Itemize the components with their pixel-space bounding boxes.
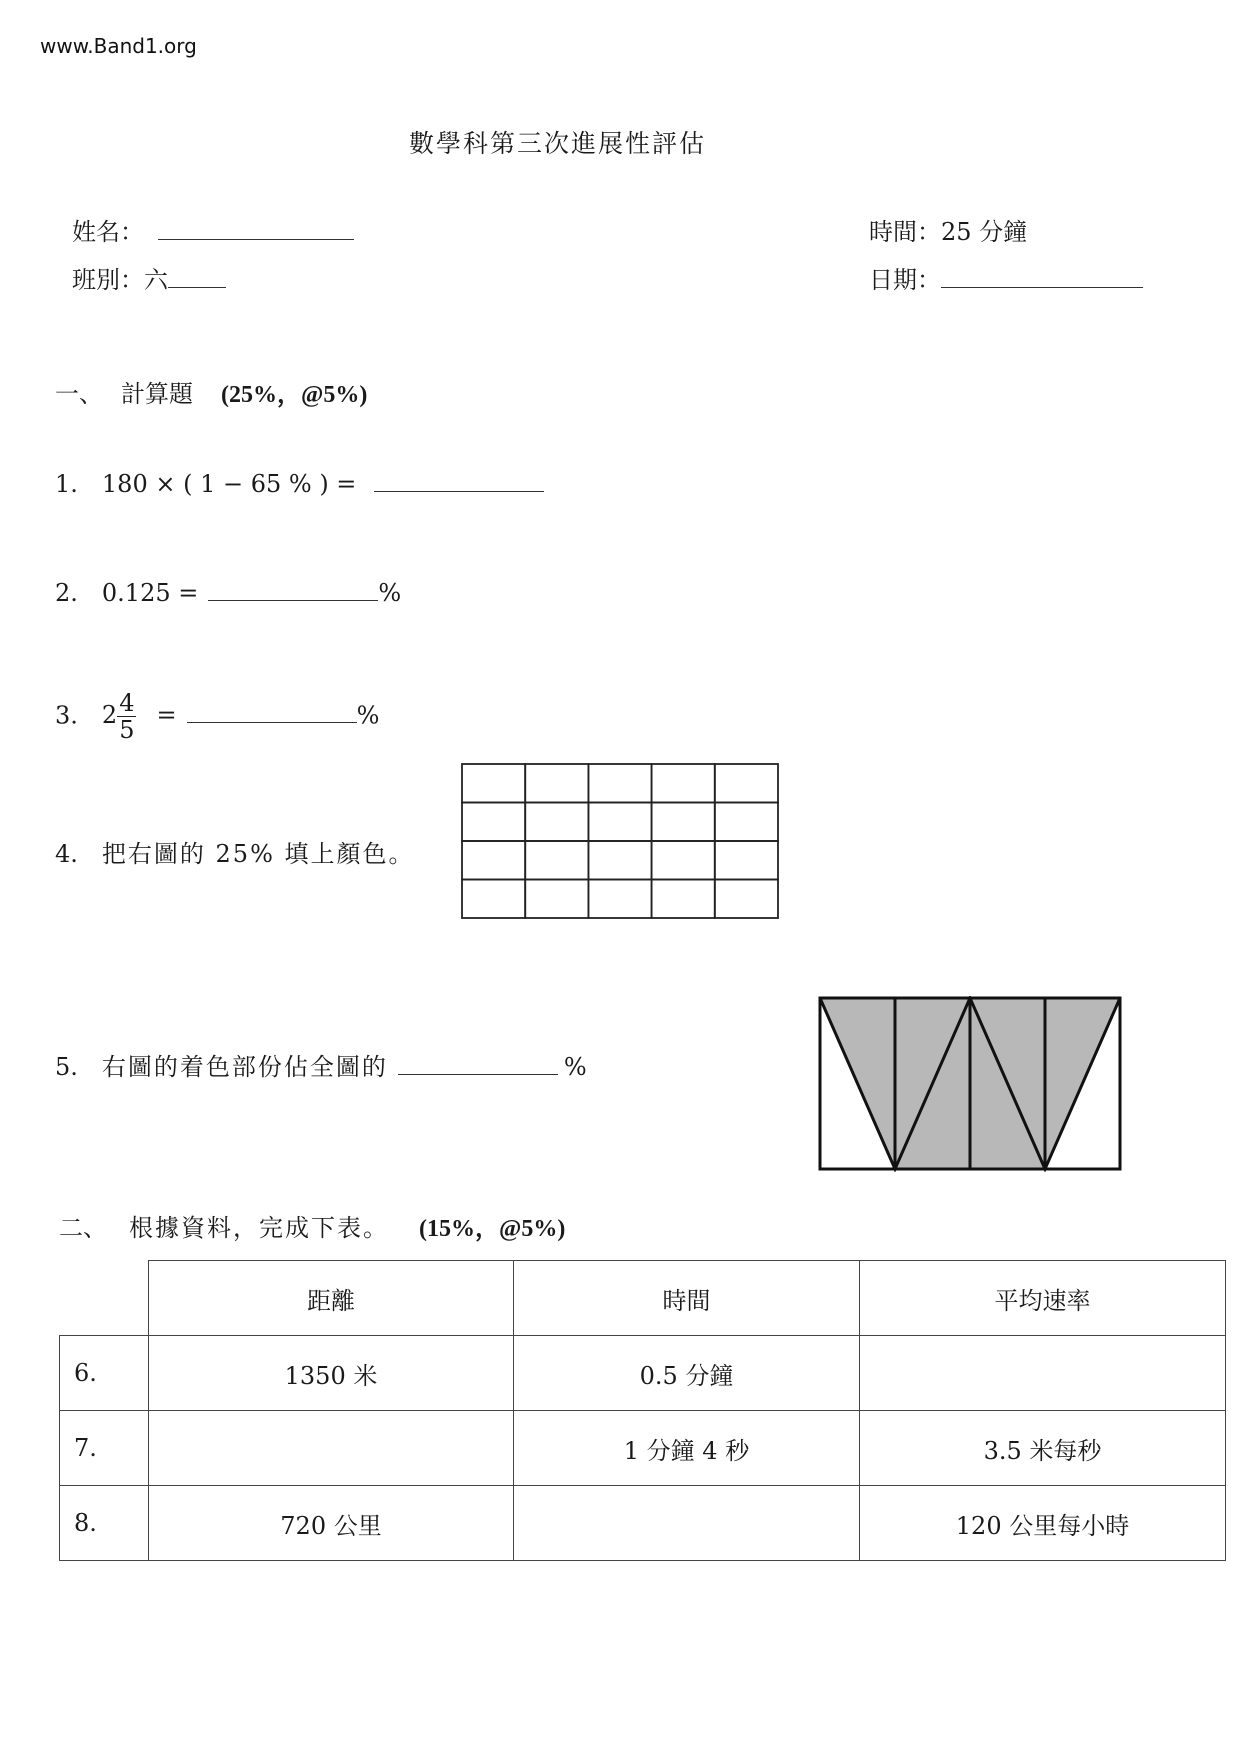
name-blank[interactable]: [158, 238, 354, 240]
row-num: 6.: [60, 1336, 149, 1411]
grid-cell[interactable]: [652, 803, 715, 842]
q-num: 4.: [55, 840, 78, 868]
grid-cell[interactable]: [652, 880, 715, 919]
row-num: 8.: [60, 1486, 149, 1561]
grid-cell[interactable]: [462, 841, 525, 880]
answer-cell[interactable]: [860, 1336, 1226, 1411]
date-label: 日期：: [869, 266, 941, 294]
grid-cell[interactable]: [588, 764, 651, 803]
header-distance: 距離: [149, 1261, 514, 1336]
question-4: [55, 834, 415, 869]
question-3: [55, 690, 379, 744]
grid-cell[interactable]: [652, 841, 715, 880]
q-expr: 0.125 =: [101, 579, 199, 607]
page-title: 數學科第三次進展性評估: [408, 129, 706, 158]
row-num: 7.: [60, 1411, 149, 1486]
class-field: [72, 260, 226, 295]
table-row: [60, 1336, 1226, 1411]
answer-blank[interactable]: [187, 721, 357, 723]
cell: 720 公里: [149, 1486, 514, 1561]
answer-blank[interactable]: [398, 1073, 558, 1075]
grid-cell[interactable]: [715, 880, 778, 919]
cell: 1350 米: [149, 1336, 514, 1411]
grid-cell[interactable]: [715, 803, 778, 842]
section1-heading: [55, 374, 367, 409]
grid-cell[interactable]: [715, 841, 778, 880]
grid-cell[interactable]: [462, 764, 525, 803]
question-1: [55, 470, 544, 498]
grid-cell[interactable]: [525, 880, 588, 919]
grid-cell[interactable]: [462, 803, 525, 842]
grid-cell[interactable]: [525, 841, 588, 880]
grid-cell[interactable]: [525, 764, 588, 803]
section2-heading: [59, 1208, 565, 1243]
corner-cell: [60, 1261, 149, 1336]
grid-cell[interactable]: [652, 764, 715, 803]
time-label: 時間：25 分鐘: [869, 218, 1028, 246]
grid-cell[interactable]: [462, 880, 525, 919]
class-blank[interactable]: [168, 286, 226, 288]
shaded-figure: [818, 996, 1124, 1172]
answer-cell[interactable]: [514, 1486, 860, 1561]
q-eq: =: [156, 701, 177, 730]
q-unit: %: [563, 1053, 587, 1081]
date-blank[interactable]: [941, 286, 1143, 288]
header-speed: 平均速率: [860, 1261, 1226, 1336]
date-field: [869, 260, 1143, 295]
q-expr: 180 × ( 1 − 65 % ) =: [101, 470, 357, 498]
section-number: 一、: [55, 380, 103, 408]
watermark: www.Band1.org: [40, 34, 197, 58]
q-num: 5.: [55, 1053, 78, 1081]
cell: 0.5 分鐘: [514, 1336, 860, 1411]
grid-cell[interactable]: [525, 803, 588, 842]
q-num: 1.: [55, 470, 78, 498]
grid-cell[interactable]: [588, 803, 651, 842]
speed-table: [59, 1260, 1226, 1561]
table-row: [60, 1486, 1226, 1561]
numerator: 4: [119, 689, 135, 717]
grid-cell[interactable]: [588, 880, 651, 919]
table-row: [60, 1411, 1226, 1486]
header-time: 時間: [514, 1261, 860, 1336]
class-label: 班別：六: [72, 266, 168, 294]
section-title: 計算題: [121, 380, 193, 408]
cell: 1 分鐘 4 秒: [514, 1411, 860, 1486]
name-label: 姓名：: [72, 218, 144, 246]
answer-cell[interactable]: [149, 1411, 514, 1486]
q-unit: %: [356, 701, 380, 730]
section-number: 二、: [59, 1214, 107, 1242]
grid-figure[interactable]: [460, 762, 780, 920]
q-whole: 2: [101, 701, 118, 730]
grid-cell[interactable]: [715, 764, 778, 803]
section-marks: (25%，@5%): [221, 382, 368, 408]
cell: 3.5 米每秒: [860, 1411, 1226, 1486]
q-num: 2.: [55, 579, 78, 607]
section-marks: (15%，@5%): [419, 1216, 566, 1242]
name-field: [72, 212, 354, 247]
question-5: [55, 1047, 587, 1082]
fraction: [117, 690, 136, 744]
answer-blank[interactable]: [374, 490, 544, 492]
q-text: 右圖的着色部份佔全圖的: [101, 1053, 388, 1081]
cell: 120 公里每小時: [860, 1486, 1226, 1561]
question-2: [55, 579, 401, 607]
q-unit: %: [378, 579, 402, 607]
q-text: 把右圖的 25% 填上顏色。: [101, 840, 415, 868]
grid-cell[interactable]: [588, 841, 651, 880]
answer-blank[interactable]: [208, 599, 378, 601]
table-header-row: [60, 1261, 1226, 1336]
denominator: 5: [119, 716, 135, 745]
section-title: 根據資料，完成下表。: [129, 1214, 389, 1242]
q-num: 3.: [55, 701, 78, 730]
